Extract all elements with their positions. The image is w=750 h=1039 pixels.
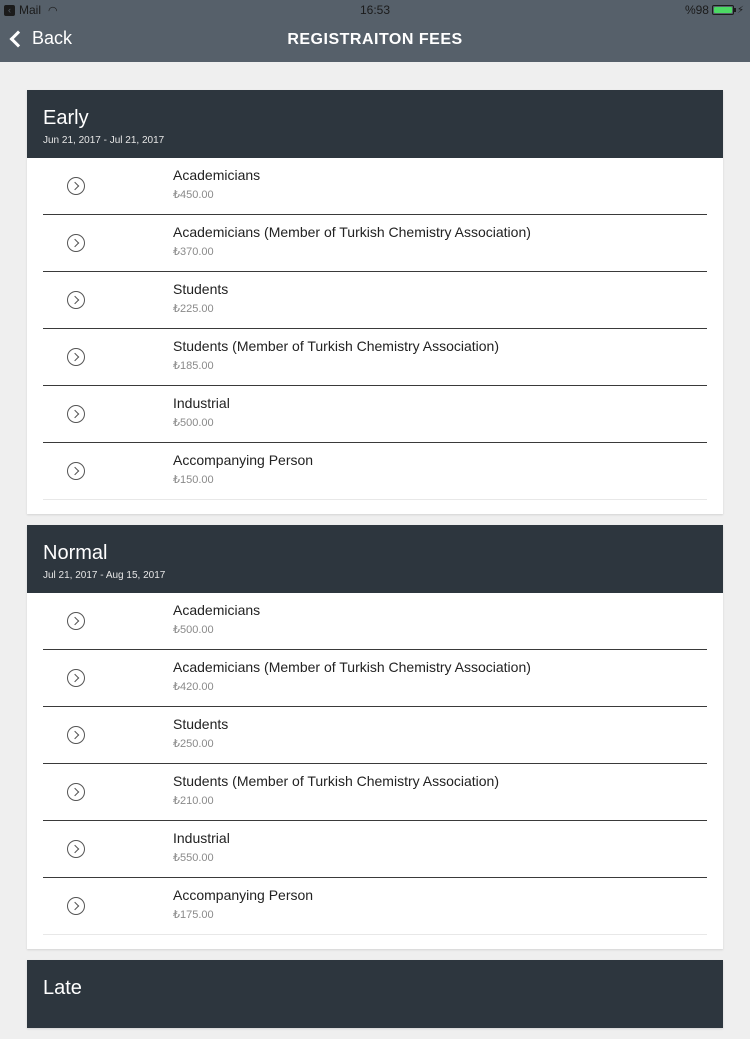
section-header (27, 960, 723, 1028)
chevron-right-circle-icon (67, 783, 85, 801)
battery-fill (714, 7, 732, 13)
battery-icon (712, 5, 734, 15)
chevron-right-circle-icon (67, 291, 85, 309)
status-right (685, 3, 744, 17)
section-title: Late (43, 977, 82, 999)
chevron-right-circle-icon (67, 462, 85, 480)
fee-name: Academicians (173, 602, 261, 618)
fee-name: Students (Member of Turkish Chemistry Association) (173, 338, 500, 354)
fee-price: ₺550.00 (173, 852, 214, 864)
section-title: Early (43, 107, 89, 129)
fee-row[interactable] (43, 443, 707, 500)
section-header (27, 90, 723, 158)
chevron-right-circle-icon (67, 669, 85, 687)
section-dates: Jul 21, 2017 - Aug 15, 2017 (43, 570, 166, 581)
chevron-right-circle-icon (67, 897, 85, 915)
fee-price: ₺175.00 (173, 909, 214, 921)
fee-price: ₺500.00 (173, 417, 214, 429)
back-to-app-label[interactable]: Mail (19, 3, 42, 17)
fee-list (27, 593, 723, 949)
fee-price: ₺370.00 (173, 246, 214, 258)
fee-row[interactable] (43, 650, 707, 707)
fee-name: Accompanying Person (173, 887, 314, 903)
top-bar (0, 0, 750, 62)
chevron-right-circle-icon (67, 612, 85, 630)
chevron-right-circle-icon (67, 405, 85, 423)
fee-section-late (27, 960, 723, 1028)
chevron-right-circle-icon (67, 726, 85, 744)
fee-row[interactable] (43, 158, 707, 215)
fee-price: ₺500.00 (173, 624, 214, 636)
status-bar (0, 0, 750, 20)
fee-price: ₺225.00 (173, 303, 214, 315)
fee-name: Industrial (173, 395, 230, 411)
navigation-bar (0, 20, 750, 62)
wifi-icon: ◠ (48, 4, 58, 17)
fee-price: ₺210.00 (173, 795, 214, 807)
fee-sections (27, 90, 723, 1039)
back-button-label: Back (32, 28, 73, 48)
fee-name: Accompanying Person (173, 452, 314, 468)
fee-section-early (27, 90, 723, 514)
section-title: Normal (43, 542, 108, 564)
fee-row[interactable] (43, 821, 707, 878)
charging-icon: ⚡ (736, 4, 744, 16)
fee-row[interactable] (43, 215, 707, 272)
fee-price: ₺150.00 (173, 474, 214, 486)
fee-name: Academicians (173, 167, 261, 183)
chevron-right-circle-icon (67, 177, 85, 195)
fee-row[interactable] (43, 707, 707, 764)
fee-list (27, 158, 723, 514)
fee-section-normal (27, 525, 723, 949)
fee-name: Students (173, 716, 229, 732)
fee-price: ₺420.00 (173, 681, 214, 693)
page-title: REGISTRAITON FEES (287, 31, 463, 48)
section-header (27, 525, 723, 593)
fee-name: Academicians (Member of Turkish Chemistry Association) (173, 659, 531, 675)
fee-row[interactable] (43, 878, 707, 935)
battery-percent: %98 (684, 3, 709, 17)
chevron-right-circle-icon (67, 840, 85, 858)
chevron-right-circle-icon (67, 348, 85, 366)
chevron-right-circle-icon (67, 234, 85, 252)
fee-name: Students (173, 281, 229, 297)
fee-row[interactable] (43, 329, 707, 386)
fee-row[interactable] (43, 764, 707, 821)
fee-price: ₺250.00 (173, 738, 214, 750)
status-time: 16:53 (359, 3, 391, 17)
fee-name: Academicians (Member of Turkish Chemistry Association) (173, 224, 531, 240)
fee-row[interactable] (43, 386, 707, 443)
fee-name: Students (Member of Turkish Chemistry Association) (173, 773, 500, 789)
fee-price: ₺450.00 (173, 189, 214, 201)
back-to-app-icon[interactable]: ‹ (4, 5, 15, 16)
fee-row[interactable] (43, 593, 707, 650)
fee-row[interactable] (43, 272, 707, 329)
fee-name: Industrial (173, 830, 230, 846)
section-dates: Jun 21, 2017 - Jul 21, 2017 (43, 135, 165, 146)
fee-price: ₺185.00 (173, 360, 214, 372)
